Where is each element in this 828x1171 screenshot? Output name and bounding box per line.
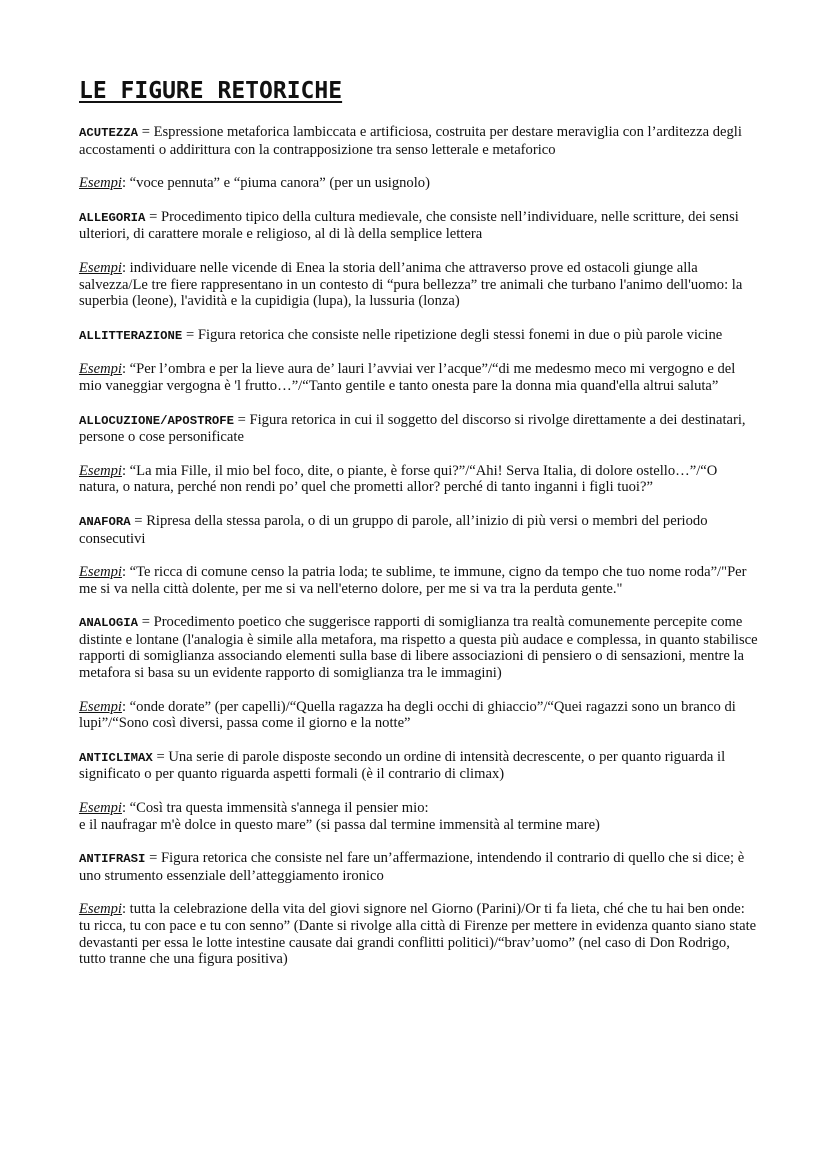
examples-paragraph: Esempi: tutta la celebrazione della vita del giovi signore nel Giorno (Parini)/Or ti fa lieta, ché che tu hai ben onde: tu ricca, tu con pace e tu con senno” (Dante si rivolge alla città di Firenze per mettere in evidenza quanto siano state devastanti per essa le lotte intestine causate dai grandi conflitti politici)/“brav’uomo” (nel caso di Don Rodrigo, tutto tranne che una figura positiva)	[79, 901, 757, 968]
document-page	[79, 78, 759, 985]
examples-text: individuare nelle vicende di Enea la storia dell’anima che attraverso prove ed ostacoli giunge alla salvezza/Le tre fiere rappresentano in un contesto di “pura bellezza” tre animali che turbano l'animo dell'uomo: la superbia (leone), l'avidità e la cupidigia (lupa), la lussuria (lonza)	[79, 259, 743, 310]
examples-label: Esempi	[79, 462, 122, 479]
definition-paragraph: ANTIFRASI = Figura retorica che consiste nel fare un’affermazione, intendendo il contrario di quello che si dice; è uno strumento essenziale dell’atteggiamento ironico	[79, 850, 745, 884]
examples-text: “onde dorate” (per capelli)/“Quella ragazza ha degli occhi di ghiaccio”/“Quei ragazzi sono un branco di lupi”/“Sono così diversi, passa come il giorno e la notte”	[79, 698, 736, 732]
examples-paragraph: Esempi: “La mia Fille, il mio bel foco, dite, o piante, è forse qui?”/“Ahi! Serva Italia, di dolore ostello…”/“O natura, o natura, perché non rendi po’ quel che prometti allor? perché di tanto inganni i figli tuoi?”	[79, 462, 718, 496]
term-name: ANTIFRASI	[79, 852, 146, 867]
examples-paragraph: Esempi: “Così tra questa immensità s'annega il pensier mio: e il naufragar m'è dolce in questo mare” (si passa dal termine immensità al termine mare)	[79, 800, 600, 833]
definition-paragraph: ALLOCUZIONE/APOSTROFE = Figura retorica in cui il soggetto del discorso si rivolge direttamente a dei destinatari, persone o cose personificate	[79, 411, 746, 446]
examples-paragraph: Esempi: “Per l’ombra e per la lieve aura de’ lauri l’avviai ver l’acque”/“di me medesmo meco mi vergogno e del mio vaneggiar vergogna è 'l frutto…”/“Tanto gentile e tanto onesta pare la donna mia quand'ella altrui saluta”	[79, 361, 736, 394]
examples-label: Esempi	[79, 361, 122, 378]
definition-text: Figura retorica che consiste nel fare un’affermazione, intendendo il contrario di quello che si dice; è uno strumento essenziale dell’atteggiamento ironico	[79, 850, 745, 884]
page-title: LE FIGURE RETORICHE	[79, 78, 343, 104]
definition-text: Figura retorica che consiste nelle ripetizione degli stessi fonemi in due o più parole vicine	[197, 326, 723, 343]
definition-paragraph: ANALOGIA = Procedimento poetico che suggerisce rapporti di somiglianza tra realtà comunemente percepite come distinte e lontane (l'analogia è simile alla metafora, ma rispetto a questa più audace e complessa, in quanto stabilisce rapporti di somiglianza associando elementi sulla base di libere associazioni di pensiero o di sensazioni, mentre la metafora si basa su un evidente rapporto di somiglianza tra le immagini)	[79, 614, 758, 682]
examples-text: tutta la celebrazione della vita del giovi signore nel Giorno (Parini)/Or ti fa lieta, ché che tu hai ben onde: tu ricca, tu con pace e tu con senno” (Dante si rivolge alla città di Firenze per mettere in evidenza quanto siano state devastanti per essa le lotte intestine causate dai grandi conflitti politici)/“brav’uomo” (nel caso di Don Rodrigo, tutto tranne che una figura positiva)	[79, 901, 757, 968]
term-name: ALLOCUZIONE/APOSTROFE	[79, 413, 234, 428]
examples-label: Esempi	[79, 800, 122, 817]
term-name: ACUTEZZA	[79, 126, 139, 140]
examples-paragraph: Esempi: “voce pennuta” e “piuma canora” (per un usignolo)	[79, 175, 430, 192]
definition-text: Espressione metaforica lambiccata e artificiosa, costruita per destare meraviglia con l’arditezza degli accostamenti o addirittura con la contrapposizione tra senso letterale e metaforico	[79, 124, 742, 158]
examples-label: Esempi	[79, 175, 122, 192]
definition-text: Una serie di parole disposte secondo un ordine di intensità decrescente, o per quanto riguarda il significato o per quanto riguarda aspetti formali (è il contrario di climax)	[79, 748, 726, 783]
examples-label: Esempi	[79, 901, 122, 918]
term-name: ANTICLIMAX	[79, 750, 153, 765]
examples-text: “Così tra questa immensità s'annega il pensier mio: e il naufragar m'è dolce in questo mare” (si passa dal termine immensità al termine mare)	[79, 800, 600, 833]
examples-paragraph: Esempi: “Te ricca di comune censo la patria loda; te sublime, te immune, cigno da tempo che tuo nome roda”/"Per me si va nella città dolente, per me si va nell'eterno dolore, per me si va tra la perduta gente."	[79, 564, 747, 597]
examples-paragraph: Esempi: “onde dorate” (per capelli)/“Quella ragazza ha degli occhi di ghiaccio”/“Quei ragazzi sono un branco di lupi”/“Sono così diversi, passa come il giorno e la notte”	[79, 698, 736, 732]
definition-paragraph: ANTICLIMAX = Una serie di parole disposte secondo un ordine di intensità decrescente, o per quanto riguarda il significato o per quanto riguarda aspetti formali (è il contrario di climax)	[79, 748, 726, 783]
definition-text: Figura retorica in cui il soggetto del discorso si rivolge direttamente a dei destinatari, persone o cose personificate	[79, 411, 746, 446]
examples-text: “voce pennuta” e “piuma canora” (per un usignolo)	[129, 175, 430, 192]
examples-label: Esempi	[79, 259, 122, 276]
definition-text: Procedimento poetico che suggerisce rapporti di somiglianza tra realtà comunemente percepite come distinte e lontane (l'analogia è simile alla metafora, ma rispetto a questa più audace e complessa, in quanto stabilisce rapporti di somiglianza associando elementi sulla base di libere associazioni di pensiero o di sensazioni, mentre la metafora si basa su un evidente rapporto di somiglianza tra le immagini)	[79, 614, 758, 682]
entries-list	[79, 124, 759, 968]
definition-text: Procedimento tipico della cultura medievale, che consiste nell’individuare, nelle scritture, dei sensi ulteriori, di carattere morale e religioso, al di là della semplice lettera	[79, 208, 739, 243]
examples-text: “Te ricca di comune censo la patria loda; te sublime, te immune, cigno da tempo che tuo nome roda”/"Per me si va nella città dolente, per me si va nell'eterno dolore, per me si va tra la perduta gente."	[79, 564, 747, 597]
definition-paragraph: ACUTEZZA = Espressione metaforica lambiccata e artificiosa, costruita per destare meraviglia con l’arditezza degli accostamenti o addirittura con la contrapposizione tra senso letterale e metaforico	[79, 124, 742, 158]
definition-paragraph: ALLITTERAZIONE = Figura retorica che consiste nelle ripetizione degli stessi fonemi in due o più parole vicine	[79, 326, 723, 343]
definition-paragraph: ANAFORA = Ripresa della stessa parola, o di un gruppo di parole, all’inizio di più versi o membri del periodo consecutivi	[79, 512, 708, 547]
definition-paragraph: ALLEGORIA = Procedimento tipico della cultura medievale, che consiste nell’individuare, nelle scritture, dei sensi ulteriori, di carattere morale e religioso, al di là della semplice lettera	[79, 208, 739, 243]
examples-label: Esempi	[79, 698, 122, 715]
term-name: ALLITTERAZIONE	[79, 328, 183, 343]
examples-paragraph: Esempi: individuare nelle vicende di Enea la storia dell’anima che attraverso prove ed ostacoli giunge alla salvezza/Le tre fiere rappresentano in un contesto di “pura bellezza” tre animali che turbano l'animo dell'uomo: la superbia (leone), l'avidità e la cupidigia (lupa), la lussuria (lonza)	[79, 259, 743, 310]
term-name: ANAFORA	[79, 514, 131, 529]
definition-text: Ripresa della stessa parola, o di un gruppo di parole, all’inizio di più versi o membri del periodo consecutivi	[79, 512, 708, 547]
examples-text: “La mia Fille, il mio bel foco, dite, o piante, è forse qui?”/“Ahi! Serva Italia, di dolore ostello…”/“O natura, o natura, perché non rendi po’ quel che prometti allor? perché di tanto inganni i figli tuoi?”	[79, 462, 718, 496]
term-name: ANALOGIA	[79, 616, 139, 631]
examples-label: Esempi	[79, 564, 122, 581]
term-name: ALLEGORIA	[79, 210, 146, 225]
examples-text: “Per l’ombra e per la lieve aura de’ lauri l’avviai ver l’acque”/“di me medesmo meco mi vergogno e del mio vaneggiar vergogna è 'l frutto…”/“Tanto gentile e tanto onesta pare la donna mia quand'ella altrui saluta”	[79, 361, 736, 394]
